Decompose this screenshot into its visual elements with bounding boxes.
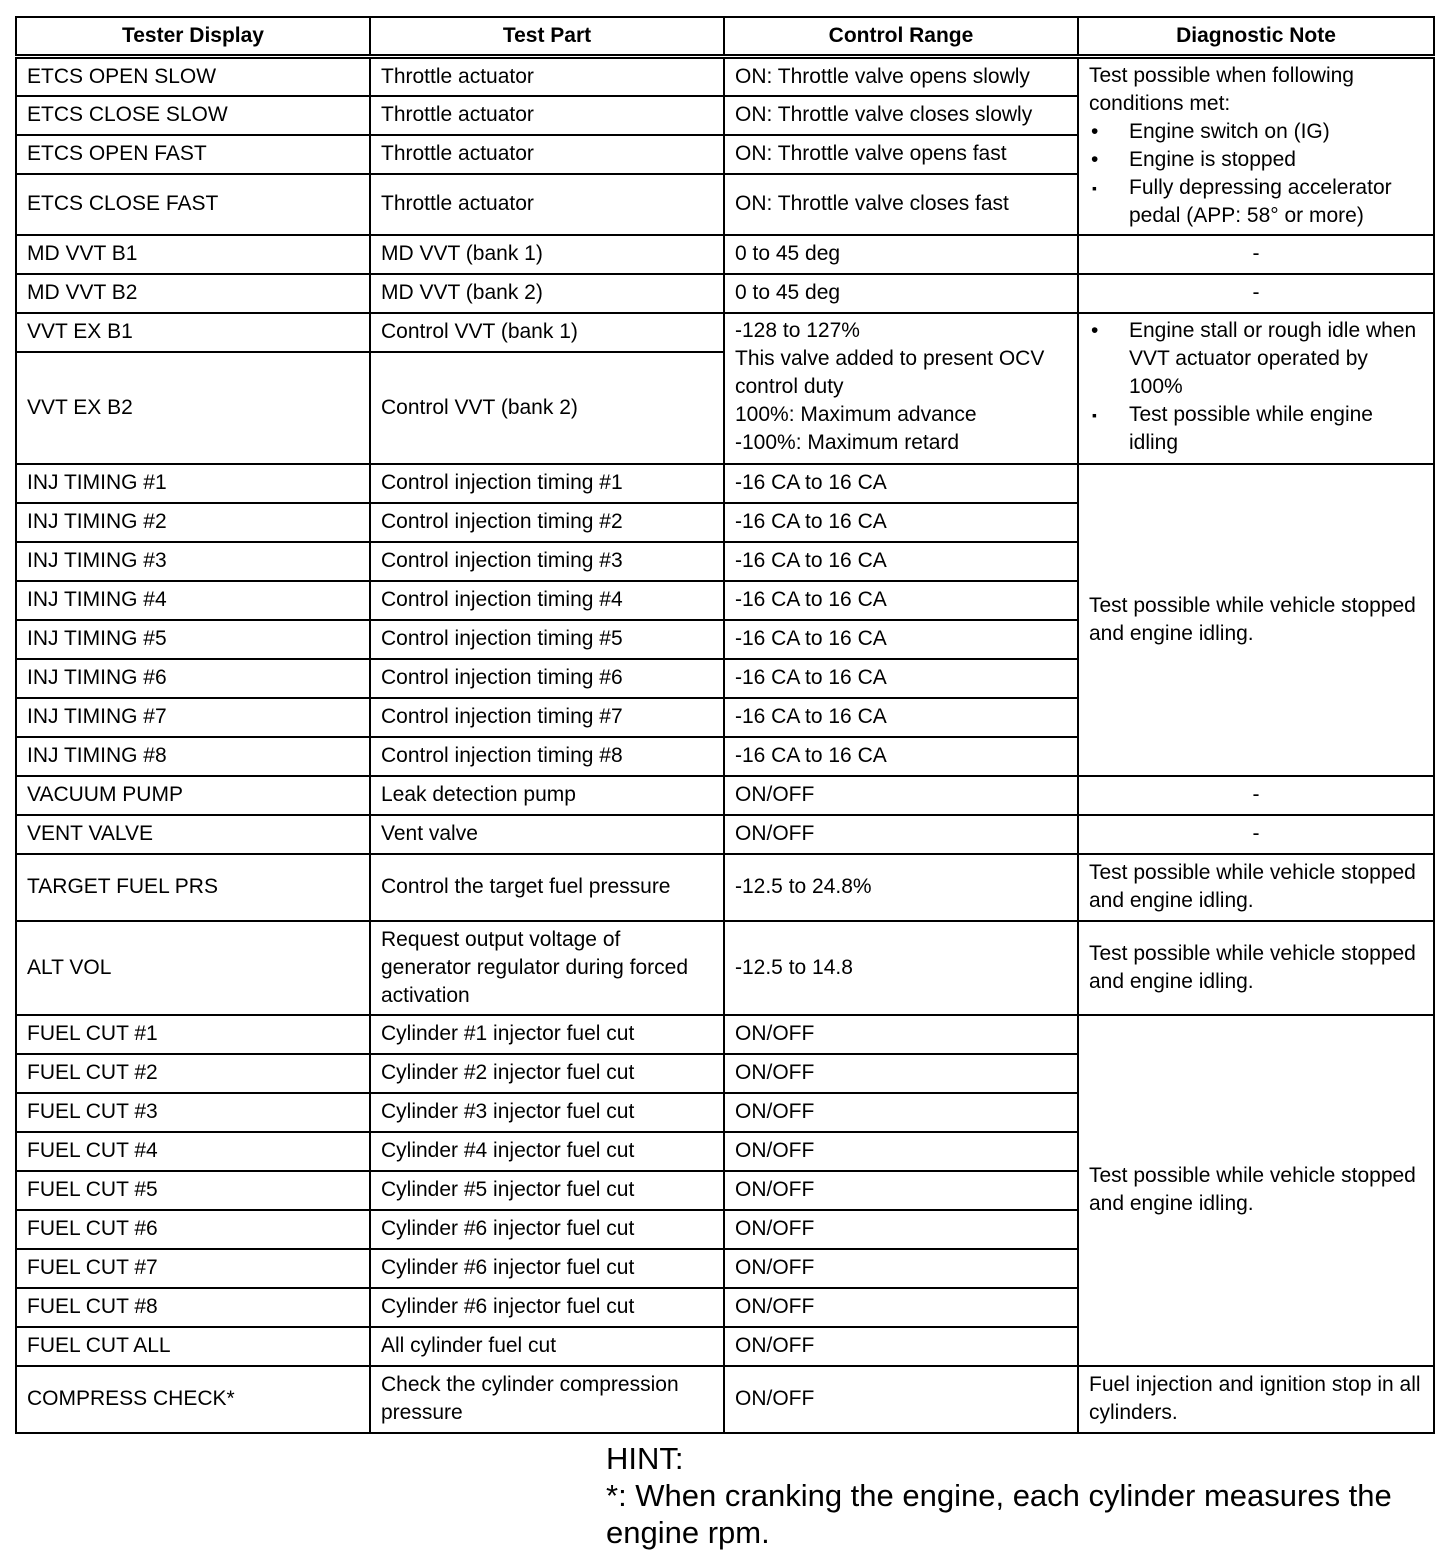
control-range-cell: ON/OFF	[724, 776, 1078, 815]
control-range-cell: ON/OFF	[724, 1054, 1078, 1093]
test-part-cell: MD VVT (bank 1)	[370, 235, 724, 274]
test-part-cell: Control injection timing #8	[370, 737, 724, 776]
control-range-cell: 0 to 45 deg	[724, 235, 1078, 274]
diagnostic-note-cell: Test possible while vehicle stopped and engine idling.	[1078, 464, 1434, 776]
test-part-cell: Cylinder #4 injector fuel cut	[370, 1132, 724, 1171]
control-range-cell: ON: Throttle valve opens slowly	[724, 57, 1078, 96]
test-part-cell: Control injection timing #1	[370, 464, 724, 503]
note-bullet: • Engine is stopped	[1089, 146, 1423, 174]
diagnostic-note-cell: Fuel injection and ignition stop in all cylinders.	[1078, 1366, 1434, 1433]
control-range-cell: ON: Throttle valve closes fast	[724, 174, 1078, 235]
test-part-cell: Check the cylinder compression pressure	[370, 1366, 724, 1433]
diagnostic-note-cell	[1078, 313, 1434, 464]
diagnostic-note-cell: -	[1078, 815, 1434, 854]
tester-display-cell: FUEL CUT #2	[16, 1054, 370, 1093]
control-range-cell: -16 CA to 16 CA	[724, 503, 1078, 542]
test-part-cell: Control injection timing #7	[370, 698, 724, 737]
tester-display-cell: VVT EX B1	[16, 313, 370, 352]
control-range-cell: ON/OFF	[724, 1327, 1078, 1366]
tester-display-cell: TARGET FUEL PRS	[16, 854, 370, 921]
control-range-cell: -16 CA to 16 CA	[724, 659, 1078, 698]
diagnostic-note-cell: -	[1078, 235, 1434, 274]
tester-display-cell: VACUUM PUMP	[16, 776, 370, 815]
test-part-cell: Throttle actuator	[370, 57, 724, 96]
test-part-cell: Control VVT (bank 1)	[370, 313, 724, 352]
tester-display-cell: INJ TIMING #4	[16, 581, 370, 620]
test-part-cell: Control injection timing #2	[370, 503, 724, 542]
note-bullet-list	[1089, 317, 1423, 457]
tester-display-cell: INJ TIMING #3	[16, 542, 370, 581]
table-row	[16, 274, 1434, 313]
control-range-cell: ON: Throttle valve closes slowly	[724, 96, 1078, 135]
test-part-cell: Control the target fuel pressure	[370, 854, 724, 921]
tester-display-cell: FUEL CUT #5	[16, 1171, 370, 1210]
tester-display-cell: FUEL CUT #6	[16, 1210, 370, 1249]
test-part-cell: Vent valve	[370, 815, 724, 854]
diagnostic-note-cell: Test possible while vehicle stopped and engine idling.	[1078, 854, 1434, 921]
control-range-cell: ON/OFF	[724, 1366, 1078, 1433]
test-part-cell: Cylinder #1 injector fuel cut	[370, 1015, 724, 1054]
header-tester-display: Tester Display	[16, 17, 370, 57]
test-part-cell: Cylinder #2 injector fuel cut	[370, 1054, 724, 1093]
note-bullet: ▪ Test possible while engine idling	[1089, 401, 1423, 457]
tester-display-cell: ETCS CLOSE FAST	[16, 174, 370, 235]
test-part-cell: Control injection timing #3	[370, 542, 724, 581]
test-part-cell: Request output voltage of generator regulator during forced activation	[370, 921, 724, 1015]
tester-display-cell: MD VVT B1	[16, 235, 370, 274]
test-part-cell: Control injection timing #4	[370, 581, 724, 620]
range-line: -100%: Maximum retard	[735, 430, 960, 454]
diagnostic-note-cell: -	[1078, 274, 1434, 313]
table-row	[16, 313, 1434, 352]
tester-display-cell: FUEL CUT #7	[16, 1249, 370, 1288]
tester-display-cell: COMPRESS CHECK*	[16, 1366, 370, 1433]
table-row	[16, 464, 1434, 503]
tester-display-cell: INJ TIMING #1	[16, 464, 370, 503]
hint-block	[606, 1440, 1426, 1551]
diagnostic-note-cell: Test possible while vehicle stopped and engine idling.	[1078, 1015, 1434, 1366]
table-row	[16, 1015, 1434, 1054]
control-range-cell: -12.5 to 14.8	[724, 921, 1078, 1015]
range-line: This valve added to present OCV control duty	[735, 346, 1045, 398]
diagnostic-note-cell	[1078, 57, 1434, 235]
test-part-cell: Throttle actuator	[370, 96, 724, 135]
note-intro: Test possible when following conditions met:	[1089, 64, 1354, 115]
tester-display-cell: INJ TIMING #8	[16, 737, 370, 776]
test-part-cell: Control VVT (bank 2)	[370, 352, 724, 464]
range-line: -128 to 127%	[735, 318, 860, 342]
tester-display-cell: ETCS OPEN FAST	[16, 135, 370, 174]
control-range-cell: -16 CA to 16 CA	[724, 581, 1078, 620]
test-part-cell: Cylinder #6 injector fuel cut	[370, 1210, 724, 1249]
control-range-cell: -12.5 to 24.8%	[724, 854, 1078, 921]
test-part-cell: Cylinder #6 injector fuel cut	[370, 1288, 724, 1327]
tester-display-cell: FUEL CUT #1	[16, 1015, 370, 1054]
table-row	[16, 854, 1434, 921]
note-bullet: • Engine switch on (IG)	[1089, 118, 1423, 146]
test-part-cell: Cylinder #3 injector fuel cut	[370, 1093, 724, 1132]
tester-display-cell: MD VVT B2	[16, 274, 370, 313]
header-control-range: Control Range	[724, 17, 1078, 57]
control-range-cell: ON/OFF	[724, 815, 1078, 854]
tester-display-cell: INJ TIMING #5	[16, 620, 370, 659]
note-bullet-list	[1089, 118, 1423, 230]
test-part-cell: Cylinder #5 injector fuel cut	[370, 1171, 724, 1210]
table-row	[16, 776, 1434, 815]
table-row	[16, 1366, 1434, 1433]
control-range-cell: ON/OFF	[724, 1015, 1078, 1054]
table-row	[16, 815, 1434, 854]
test-part-cell: Cylinder #6 injector fuel cut	[370, 1249, 724, 1288]
control-range-cell: ON/OFF	[724, 1132, 1078, 1171]
range-line: 100%: Maximum advance	[735, 402, 977, 426]
control-range-cell: ON/OFF	[724, 1093, 1078, 1132]
control-range-cell: ON/OFF	[724, 1249, 1078, 1288]
control-range-cell: -16 CA to 16 CA	[724, 542, 1078, 581]
tester-display-cell: INJ TIMING #7	[16, 698, 370, 737]
test-part-cell: Control injection timing #5	[370, 620, 724, 659]
table-row	[16, 57, 1434, 96]
hint-title: HINT:	[606, 1441, 684, 1476]
control-range-cell	[724, 313, 1078, 464]
tester-display-cell: FUEL CUT #3	[16, 1093, 370, 1132]
note-bullet: • Engine stall or rough idle when VVT actuator operated by 100%	[1089, 317, 1423, 401]
tester-display-cell: ALT VOL	[16, 921, 370, 1015]
tester-display-cell: INJ TIMING #2	[16, 503, 370, 542]
tester-display-cell: FUEL CUT ALL	[16, 1327, 370, 1366]
control-range-cell: -16 CA to 16 CA	[724, 698, 1078, 737]
active-test-table	[15, 16, 1435, 1434]
tester-display-cell: ETCS CLOSE SLOW	[16, 96, 370, 135]
header-test-part: Test Part	[370, 17, 724, 57]
hint-text: *: When cranking the engine, each cylinder measures the engine rpm.	[606, 1478, 1392, 1550]
header-diagnostic-note: Diagnostic Note	[1078, 17, 1434, 57]
control-range-cell: -16 CA to 16 CA	[724, 737, 1078, 776]
tester-display-cell: INJ TIMING #6	[16, 659, 370, 698]
tester-display-cell: FUEL CUT #4	[16, 1132, 370, 1171]
tester-display-cell: VVT EX B2	[16, 352, 370, 464]
test-part-cell: Leak detection pump	[370, 776, 724, 815]
table-row	[16, 235, 1434, 274]
tester-display-cell: ETCS OPEN SLOW	[16, 57, 370, 96]
control-range-cell: ON: Throttle valve opens fast	[724, 135, 1078, 174]
test-part-cell: Throttle actuator	[370, 135, 724, 174]
test-part-cell: Control injection timing #6	[370, 659, 724, 698]
table-row	[16, 921, 1434, 1015]
control-range-cell: -16 CA to 16 CA	[724, 620, 1078, 659]
test-part-cell: MD VVT (bank 2)	[370, 274, 724, 313]
diagnostic-note-cell: Test possible while vehicle stopped and engine idling.	[1078, 921, 1434, 1015]
tester-display-cell: FUEL CUT #8	[16, 1288, 370, 1327]
control-range-cell: ON/OFF	[724, 1171, 1078, 1210]
note-bullet: ▪ Fully depressing accelerator pedal (APP: 58° or more)	[1089, 174, 1423, 230]
test-part-cell: All cylinder fuel cut	[370, 1327, 724, 1366]
tester-display-cell: VENT VALVE	[16, 815, 370, 854]
control-range-cell: ON/OFF	[724, 1288, 1078, 1327]
control-range-cell: -16 CA to 16 CA	[724, 464, 1078, 503]
diagnostic-note-cell: -	[1078, 776, 1434, 815]
test-part-cell: Throttle actuator	[370, 174, 724, 235]
table-header-row	[16, 17, 1434, 57]
control-range-cell: ON/OFF	[724, 1210, 1078, 1249]
control-range-cell: 0 to 45 deg	[724, 274, 1078, 313]
